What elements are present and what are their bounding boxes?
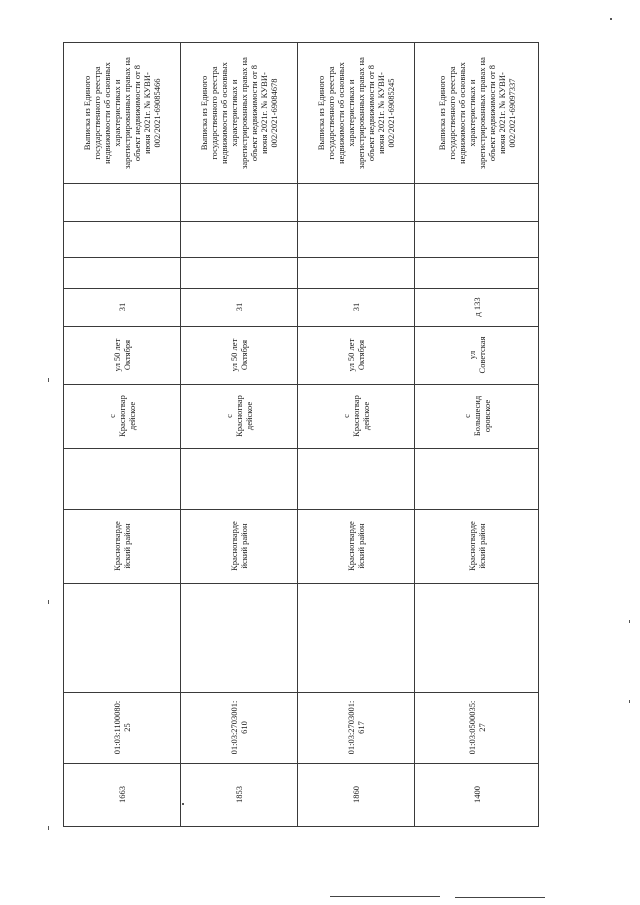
scan-speck: [48, 378, 49, 382]
table-border-right: [538, 42, 539, 827]
cell-settlement: с Красногвар дейское: [107, 395, 137, 437]
cell-street: ул 50 лет Октября: [112, 338, 132, 372]
cell-document: Выписка из Единого государственного реестра недвижимости об основных характеристиках и зарегистрированных правах на объект недвижимости от 8 июня 2021г. № КУВИ- 002/2021-69084678: [199, 57, 279, 169]
cell-area: 1663: [117, 786, 127, 803]
cell-house: д 133: [472, 297, 482, 317]
table-line: [63, 583, 539, 584]
cell-cadastral-number: 01:03:2703001: 610: [229, 700, 249, 755]
cell-district: Красногварде йский район: [467, 521, 487, 571]
table-line: [414, 42, 415, 827]
cell-district: Красногварде йский район: [229, 521, 249, 571]
scan-speck: [182, 803, 184, 805]
cell-cadastral-number: 01:03:0500035: 27: [467, 700, 487, 755]
cell-district: Красногварде йский район: [346, 521, 366, 571]
table-border-bottom: [63, 826, 539, 827]
cell-cadastral-number: 01:03:1100080: 25: [112, 700, 132, 755]
cell-document: Выписка из Единого государственного реестра недвижимости об основных характеристиках и зарегистрированных правах на объект недвижимости от 8 июня 2021г. № КУВИ- 002/2021-69085245: [316, 57, 396, 169]
table-line: [63, 183, 539, 184]
cell-area: 1400: [472, 786, 482, 803]
cell-area: 1860: [351, 786, 361, 803]
scan-speck: [629, 620, 630, 623]
cell-house: 31: [117, 302, 127, 312]
cell-street: ул 50 лет Октября: [346, 338, 366, 372]
scan-edge-line: [455, 897, 545, 898]
scan-speck: [48, 600, 49, 604]
cell-house: 31: [234, 302, 244, 312]
cell-document: Выписка из Единого государственного реестра недвижимости об основных характеристиках и зарегистрированных правах на объект недвижимости от 8 июня 2021г. № КУВИ- 002/2021-69085466: [82, 57, 162, 169]
scan-edge-line: [330, 896, 440, 897]
scan-speck: [610, 18, 612, 20]
table-line: [63, 257, 539, 258]
scan-speck: [48, 826, 49, 830]
cell-settlement: с Большесид оровское: [462, 395, 492, 437]
table-line: [180, 42, 181, 827]
cell-settlement: с Красногвар дейское: [224, 395, 254, 437]
table-line: [297, 42, 298, 827]
scan-speck: [629, 700, 630, 703]
cell-district: Красногварде йский район: [112, 521, 132, 571]
cell-settlement: с Красногвар дейское: [341, 395, 371, 437]
table-border-top: [63, 42, 539, 43]
table-border-left: [63, 42, 64, 827]
cell-cadastral-number: 01:03:2703001: 617: [346, 700, 366, 755]
table-line: [63, 221, 539, 222]
cell-document: Выписка из Единого государственного реестра недвижимости об основных характеристиках и зарегистрированных правах на объект недвижимости от 8 июня 2021г. № КУВИ- 002/2021-69097337: [437, 57, 517, 169]
table-line: [63, 448, 539, 449]
cell-street: ул 50 лет Октября: [229, 338, 249, 372]
cell-street: ул Советская: [467, 336, 487, 374]
cell-house: 31: [351, 302, 361, 312]
cell-area: 1853: [234, 786, 244, 803]
